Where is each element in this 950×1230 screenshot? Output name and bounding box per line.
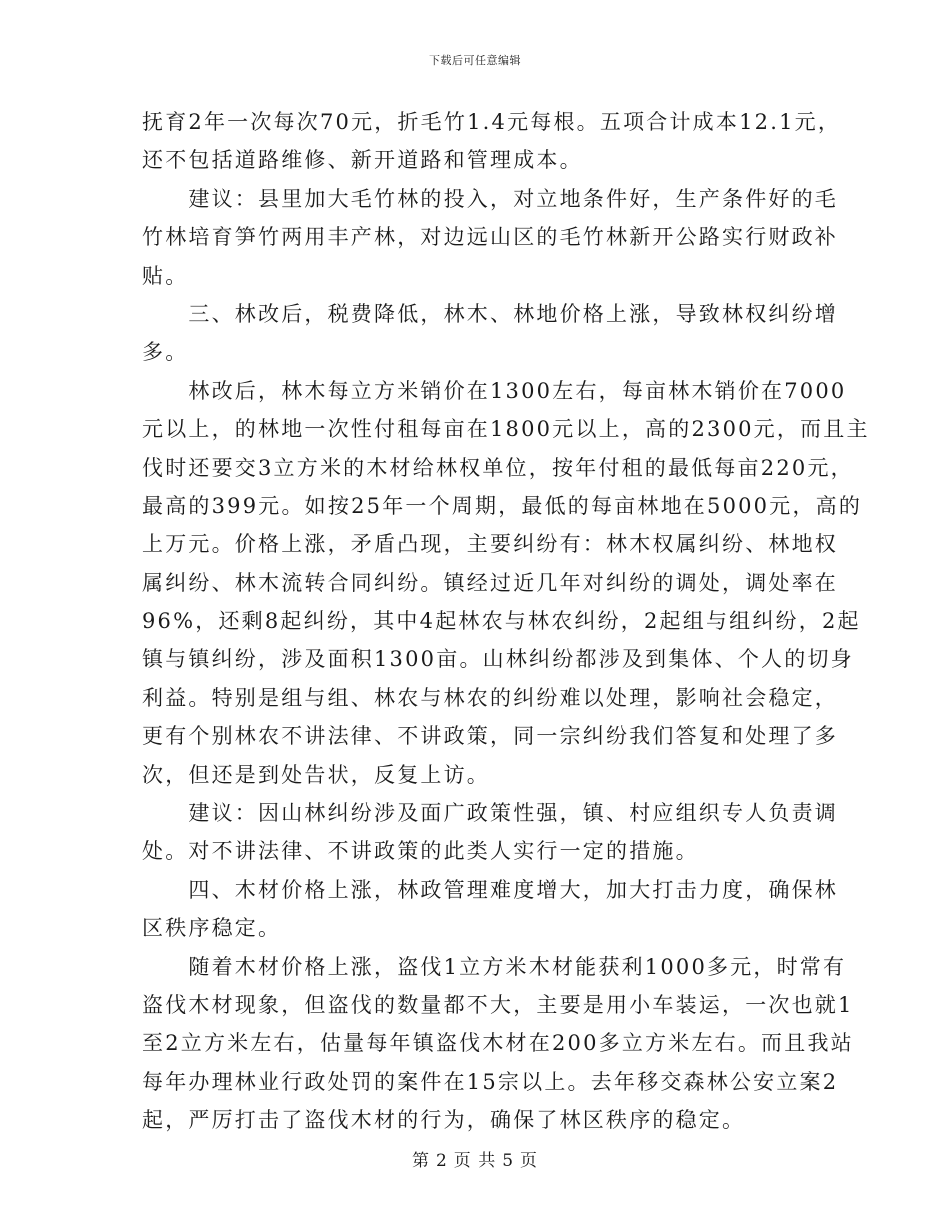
body-line: 每年办理林业行政处罚的案件在15宗以上。去年移交森林公安立案2	[142, 1069, 839, 1094]
body-line: 更有个别林农不讲法律、不讲政策，同一宗纠纷我们答复和处理了多	[142, 724, 838, 749]
body-line: 随着木材价格上涨，盗伐1立方米木材能获利1000多元，时常有	[142, 954, 847, 979]
body-line: 镇与镇纠纷，涉及面积1300亩。山林纠纷都涉及到集体、个人的切身	[142, 647, 854, 672]
body-line: 次，但还是到处告状，反复上访。	[142, 762, 490, 787]
body-line: 还不包括道路维修、新开道路和管理成本。	[142, 148, 583, 173]
footer-total-pages: 5	[502, 1151, 515, 1171]
body-line: 属纠纷、林木流转合同纠纷。镇经过近几年对纠纷的调处，调处率在	[142, 570, 838, 595]
document-body	[142, 103, 870, 1140]
body-line: 三、林改后，税费降低，林木、林地价格上涨，导致林权纠纷增	[142, 301, 838, 326]
body-line: 利益。特别是组与组、林农与林农的纠纷难以处理，影响社会稳定，	[142, 685, 838, 710]
body-line: 林改后，林木每立方米销价在1300左右，每亩林木销价在7000	[142, 378, 847, 403]
body-line: 伐时还要交3立方米的木材给林权单位，按年付租的最低每亩220元，	[142, 455, 854, 480]
body-line: 建议：因山林纠纷涉及面广政策性强，镇、村应组织专人负责调	[142, 801, 838, 826]
body-line: 上万元。价格上涨，矛盾凸现，主要纠纷有：林木权属纠纷、林地权	[142, 532, 838, 557]
footer-middle: 页 共	[453, 1151, 497, 1171]
body-line: 96%，还剩8起纠纷，其中4起林农与林农纠纷，2起组与组纠纷，2起	[142, 609, 861, 634]
body-line: 盗伐木材现象，但盗伐的数量都不大，主要是用小车装运，一次也就1	[142, 992, 854, 1017]
body-line: 抚育2年一次每次70元，折毛竹1.4元每根。五项合计成本12.1元，	[142, 110, 842, 134]
page-footer	[0, 1146, 950, 1171]
body-line: 最高的399元。如按25年一个周期，最低的每亩林地在5000元，高的	[142, 493, 863, 518]
body-line: 处。对不讲法律、不讲政策的此类人实行一定的措施。	[142, 839, 699, 864]
body-line: 元以上，的林地一次性付租每亩在1800元以上，高的2300元，而且主	[142, 417, 870, 442]
body-line: 四、木材价格上涨，林政管理难度增大，加大打击力度，确保林	[142, 877, 838, 902]
body-line: 多。	[142, 340, 189, 365]
body-line: 至2立方米左右，估量每年镇盗伐木材在200多立方米左右。而且我站	[142, 1031, 854, 1056]
page-header: 下载后可任意编辑	[429, 54, 521, 67]
footer-page-number: 2	[435, 1151, 448, 1171]
footer-prefix: 第	[411, 1151, 430, 1171]
body-line: 起，严厉打击了盗伐木材的行为，确保了林区秩序的稳定。	[142, 1108, 746, 1133]
body-line: 贴。	[142, 263, 189, 288]
body-line: 区秩序稳定。	[142, 916, 282, 941]
body-line: 建议：县里加大毛竹林的投入，对立地条件好，生产条件好的毛	[142, 186, 838, 211]
body-line: 竹林培育笋竹两用丰产林，对边远山区的毛竹林新开公路实行财政补	[142, 225, 838, 250]
footer-suffix: 页	[520, 1151, 539, 1171]
